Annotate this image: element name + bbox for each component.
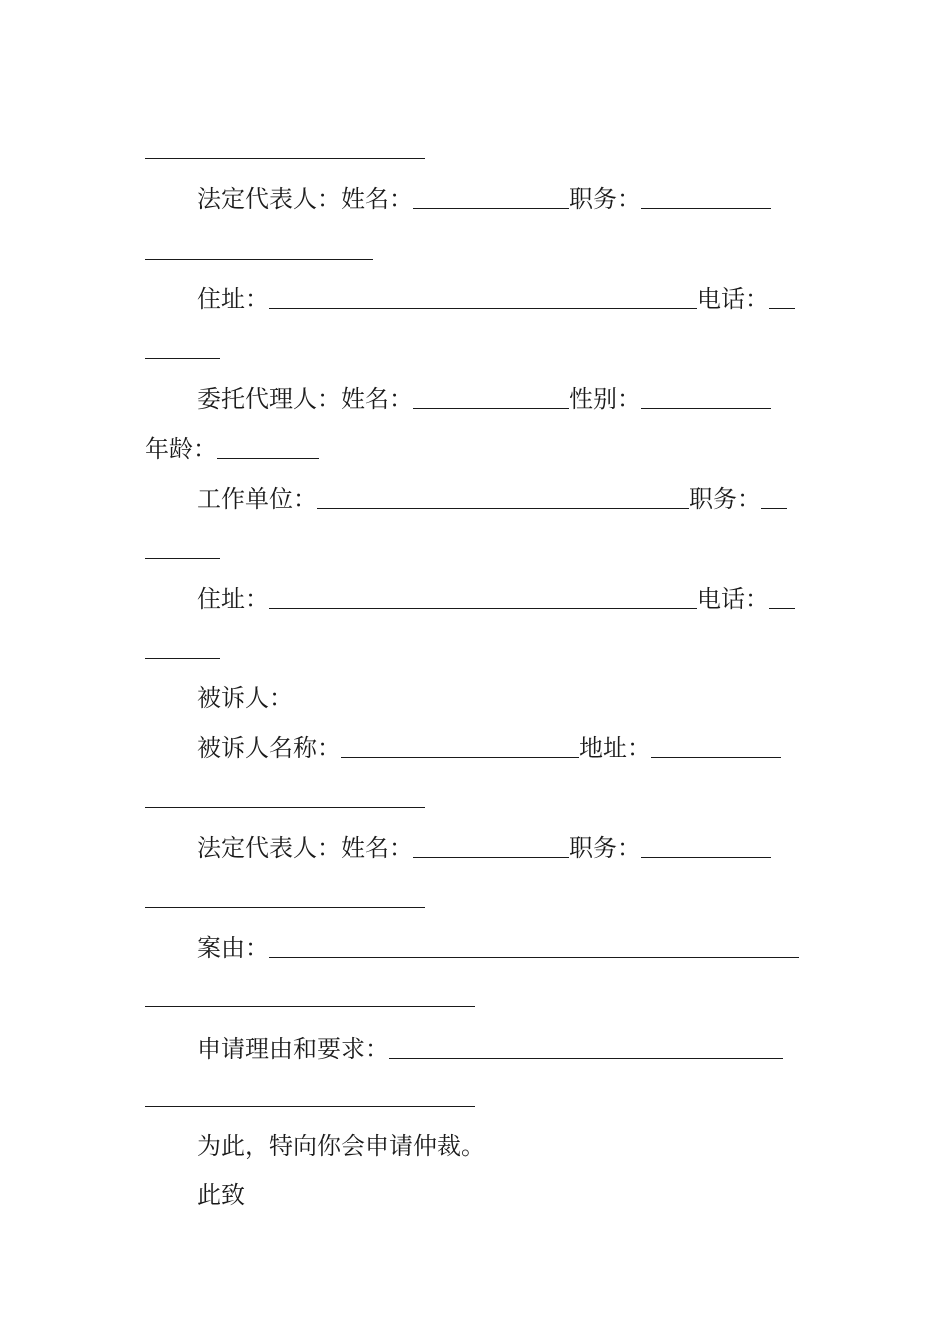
closing-statement: 为此，特向你会申请仲裁。 [197,1132,485,1160]
respondent-address-blank[interactable] [651,755,781,758]
workplace-position-blank-cont[interactable] [145,558,220,559]
grounds-line [197,1034,783,1064]
gender-label: 性别： [569,385,641,413]
respondent-position-label: 职务： [569,834,641,862]
respondent-position-blank[interactable] [641,855,771,858]
grounds-blank[interactable] [389,1056,783,1059]
respondent-legal-rep-name-blank[interactable] [413,855,569,858]
agent-phone-blank-cont[interactable] [145,658,220,659]
agent-phone-blank[interactable] [769,606,795,609]
agent-address-line [197,584,795,614]
respondent-heading: 被诉人： [197,684,293,712]
case-label: 案由： [197,934,269,962]
agent-phone-label: 电话： [697,585,769,613]
gender-blank[interactable] [641,406,771,409]
age-blank[interactable] [217,456,319,459]
agent-label: 委托代理人：姓名： [197,385,413,413]
legal-rep-name-blank[interactable] [413,206,569,209]
agent-name-blank[interactable] [413,406,569,409]
respondent-name-label: 被诉人名称： [197,734,341,762]
age-line [145,434,319,464]
legal-rep-label: 法定代表人：姓名： [197,185,413,213]
agent-line [197,384,771,414]
agent-address-blank[interactable] [269,606,697,609]
respondent-legal-rep-line [197,833,771,863]
legal-rep-line [197,184,771,214]
workplace-blank[interactable] [317,506,689,509]
workplace-position-blank[interactable] [761,506,787,509]
respondent-name-blank[interactable] [341,755,579,758]
respondent-position-blank-cont[interactable] [145,907,425,908]
age-label: 年龄： [145,435,217,463]
workplace-label: 工作单位： [197,485,317,513]
address-label: 住址： [197,285,269,313]
position-blank[interactable] [641,206,771,209]
blank-line[interactable] [145,158,425,159]
respondent-address-label: 地址： [579,734,651,762]
respondent-legal-rep-label: 法定代表人：姓名： [197,834,413,862]
position-label: 职务： [569,185,641,213]
phone-blank-cont[interactable] [145,358,220,359]
phone-blank[interactable] [769,306,795,309]
phone-label: 电话： [697,285,769,313]
case-blank[interactable] [269,955,799,958]
address-blank[interactable] [269,306,697,309]
position-blank-cont[interactable] [145,259,373,260]
workplace-line [197,484,787,514]
respondent-name-line [197,733,781,763]
address-line [197,284,795,314]
respondent-address-blank-cont[interactable] [145,807,425,808]
case-line [197,933,799,963]
grounds-label: 申请理由和要求： [197,1035,389,1063]
grounds-blank-cont[interactable] [145,1106,475,1107]
workplace-position-label: 职务： [689,485,761,513]
case-blank-cont[interactable] [145,1006,475,1007]
agent-address-label: 住址： [197,585,269,613]
closing-salutation: 此致 [197,1181,245,1209]
